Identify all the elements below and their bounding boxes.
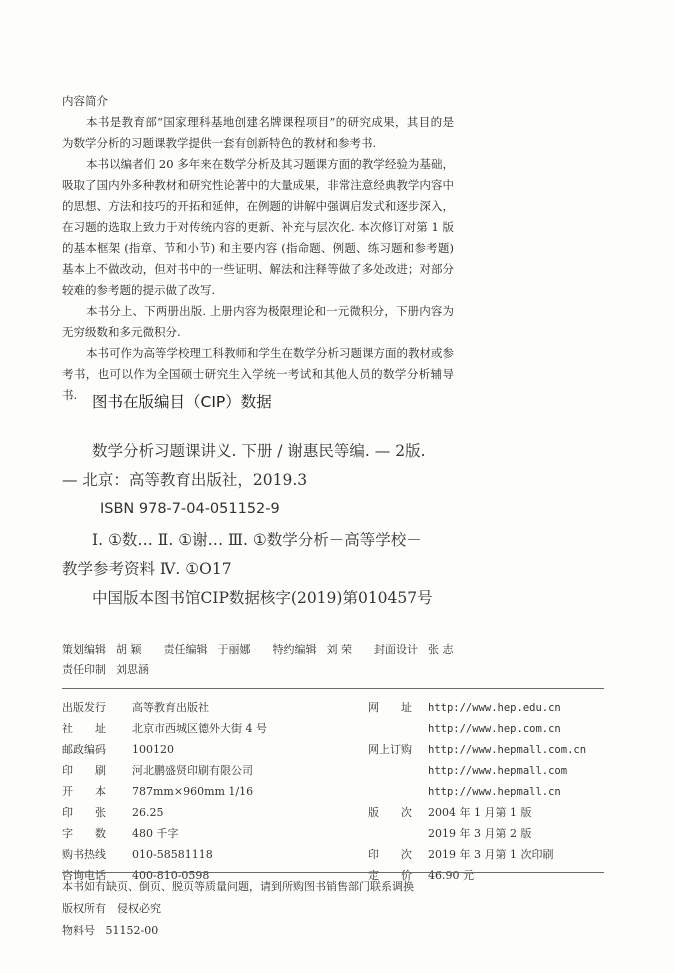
footer-notes [62,876,414,942]
detail-row [62,760,267,781]
special-editor-label: 特约编辑 [272,643,317,656]
detail-value: 100120 [132,743,174,756]
cip-heading: 图书在版编目（CIP）数据 [92,393,272,411]
summary-paragraph: 本书以编者们 20 多年来在数学分析及其习题课方面的教学经验为基础，吸取了国内外多种教材和研究性论著中的大量成果，非常注意经典教学内容中的思想、方法和技巧的开拓和延伸，在例题的讲解中强调启发式和逐步深入，在习题的选取上致力于对传统内容的更新、补充与层次化. 本次修订对第 1 版的基本框架 (指章、节和小节) 和主要内容 (指命题、例题、练习题和参考题) 基本上不做改动，但对书中的一些证明、解法和注释等做了多处改进；对部分较难的参考题的提示做了改写. [62,157,454,297]
cip-isbn: ISBN 978-7-04-051152-9 [100,501,280,517]
print-manager: 刘思涵 [116,663,149,676]
detail-row [62,823,267,844]
print-manager-label: 责任印制 [62,663,106,676]
detail-value: 787mm×960mm 1/16 [132,785,254,798]
content-summary [62,92,454,406]
detail-row [62,781,267,802]
quality-notice: 本书如有缺页、倒页、脱页等质量问题，请到所购图书销售部门联系调换 [62,880,414,893]
order-link[interactable]: http://www.hepmall.com.cn [428,744,587,756]
detail-label: 印 次 [368,848,412,861]
detail-value: 2019 年 3 月第 1 次印刷 [428,848,554,861]
detail-value: 010-58581118 [132,848,213,861]
detail-label: 开 本 [62,785,106,798]
cip-record-number: 中国版本图书馆CIP数据核字(2019)第010457号 [92,589,433,607]
detail-row [368,844,586,865]
detail-label: 网 址 [368,701,412,714]
detail-value: 400-810-0598 [132,869,210,882]
detail-value: 2004 年 1 月第 1 版 [428,806,532,819]
cip-classification-cont: 教学参考资料 Ⅳ. ①O17 [62,560,232,578]
planning-editor-label: 策划编辑 [62,643,106,656]
rights-notice: 版权所有 侵权必究 [62,902,161,915]
item-number-value: 51152-00 [105,924,159,937]
summary-paragraph: 本书分上、下两册出版. 上册内容为极限理论和一元微积分，下册内容为无穷级数和多元微积分. [62,304,454,339]
responsible-editor: 于丽娜 [217,643,251,656]
detail-label: 咨询电话 [62,869,106,882]
detail-label: 出版发行 [62,701,106,714]
detail-row [62,844,267,865]
editorial-staff [62,640,476,680]
divider [62,872,604,873]
cip-line-title: 数学分析习题课讲义. 下册 / 谢惠民等编. — 2版. [92,442,426,460]
detail-value: 26.25 [132,806,164,819]
detail-label: 印 张 [62,806,106,819]
detail-row [368,823,586,844]
cip-data-block [62,437,482,613]
cip-line-publisher: — 北京：高等教育出版社，2019.3 [62,471,308,489]
detail-value: 2019 年 3 月第 2 版 [428,827,532,840]
detail-label: 社 址 [62,722,106,735]
summary-paragraph: 本书可作为高等学校理工科教师和学生在数学分析习题课方面的教材或参考书，也可以作为全国硕士研究生入学统一考试和其他人员的数学分析辅导书. [62,346,454,402]
detail-row [62,739,267,760]
cover-design-label: 封面设计 [374,643,418,656]
detail-label: 网上订购 [368,743,412,756]
order-link[interactable]: http://www.hepmall.cn [428,786,561,798]
publication-details [62,697,267,886]
detail-value: 高等教育出版社 [132,701,209,714]
detail-label: 字 数 [62,827,106,840]
summary-title: 内容简介 [62,94,108,108]
detail-row [62,697,267,718]
detail-row [368,802,586,823]
detail-value: 河北鹏盛贤印刷有限公司 [132,764,253,777]
detail-label: 定 价 [368,869,412,882]
special-editor: 刘 荣 [326,643,352,656]
divider [62,688,604,689]
detail-row [62,718,267,739]
detail-row [62,802,267,823]
publication-details-right [368,697,586,886]
website-link[interactable]: http://www.hep.com.cn [428,723,561,735]
website-link[interactable]: http://www.hep.edu.cn [428,702,561,714]
price-value: 46.90 元 [428,869,474,882]
detail-row [368,739,586,760]
detail-value: 北京市西城区德外大街 4 号 [132,722,267,735]
item-number [62,920,414,942]
detail-value: 480 千字 [132,827,179,840]
detail-label: 印 刷 [62,764,106,777]
item-number-label: 物料号 [62,924,95,937]
detail-label: 版 次 [368,806,412,819]
detail-label: 购书热线 [62,848,106,861]
detail-label: 邮政编码 [62,743,106,756]
detail-row [368,697,586,718]
cip-classification: Ⅰ. ①数… Ⅱ. ①谢… Ⅲ. ①数学分析－高等学校－ [92,531,422,549]
detail-row [368,760,586,781]
responsible-editor-label: 责任编辑 [163,643,208,656]
summary-paragraph: 本书是教育部“国家理科基地创建名牌课程项目”的研究成果，其目的是为数学分析的习题课教学提供一套有创新特色的教材和参考书. [62,115,454,150]
detail-row [368,781,586,802]
order-link[interactable]: http://www.hepmall.com [428,765,568,777]
cover-designer: 张 志 [428,643,454,656]
planning-editor: 胡 颖 [116,643,142,656]
detail-row [368,718,586,739]
